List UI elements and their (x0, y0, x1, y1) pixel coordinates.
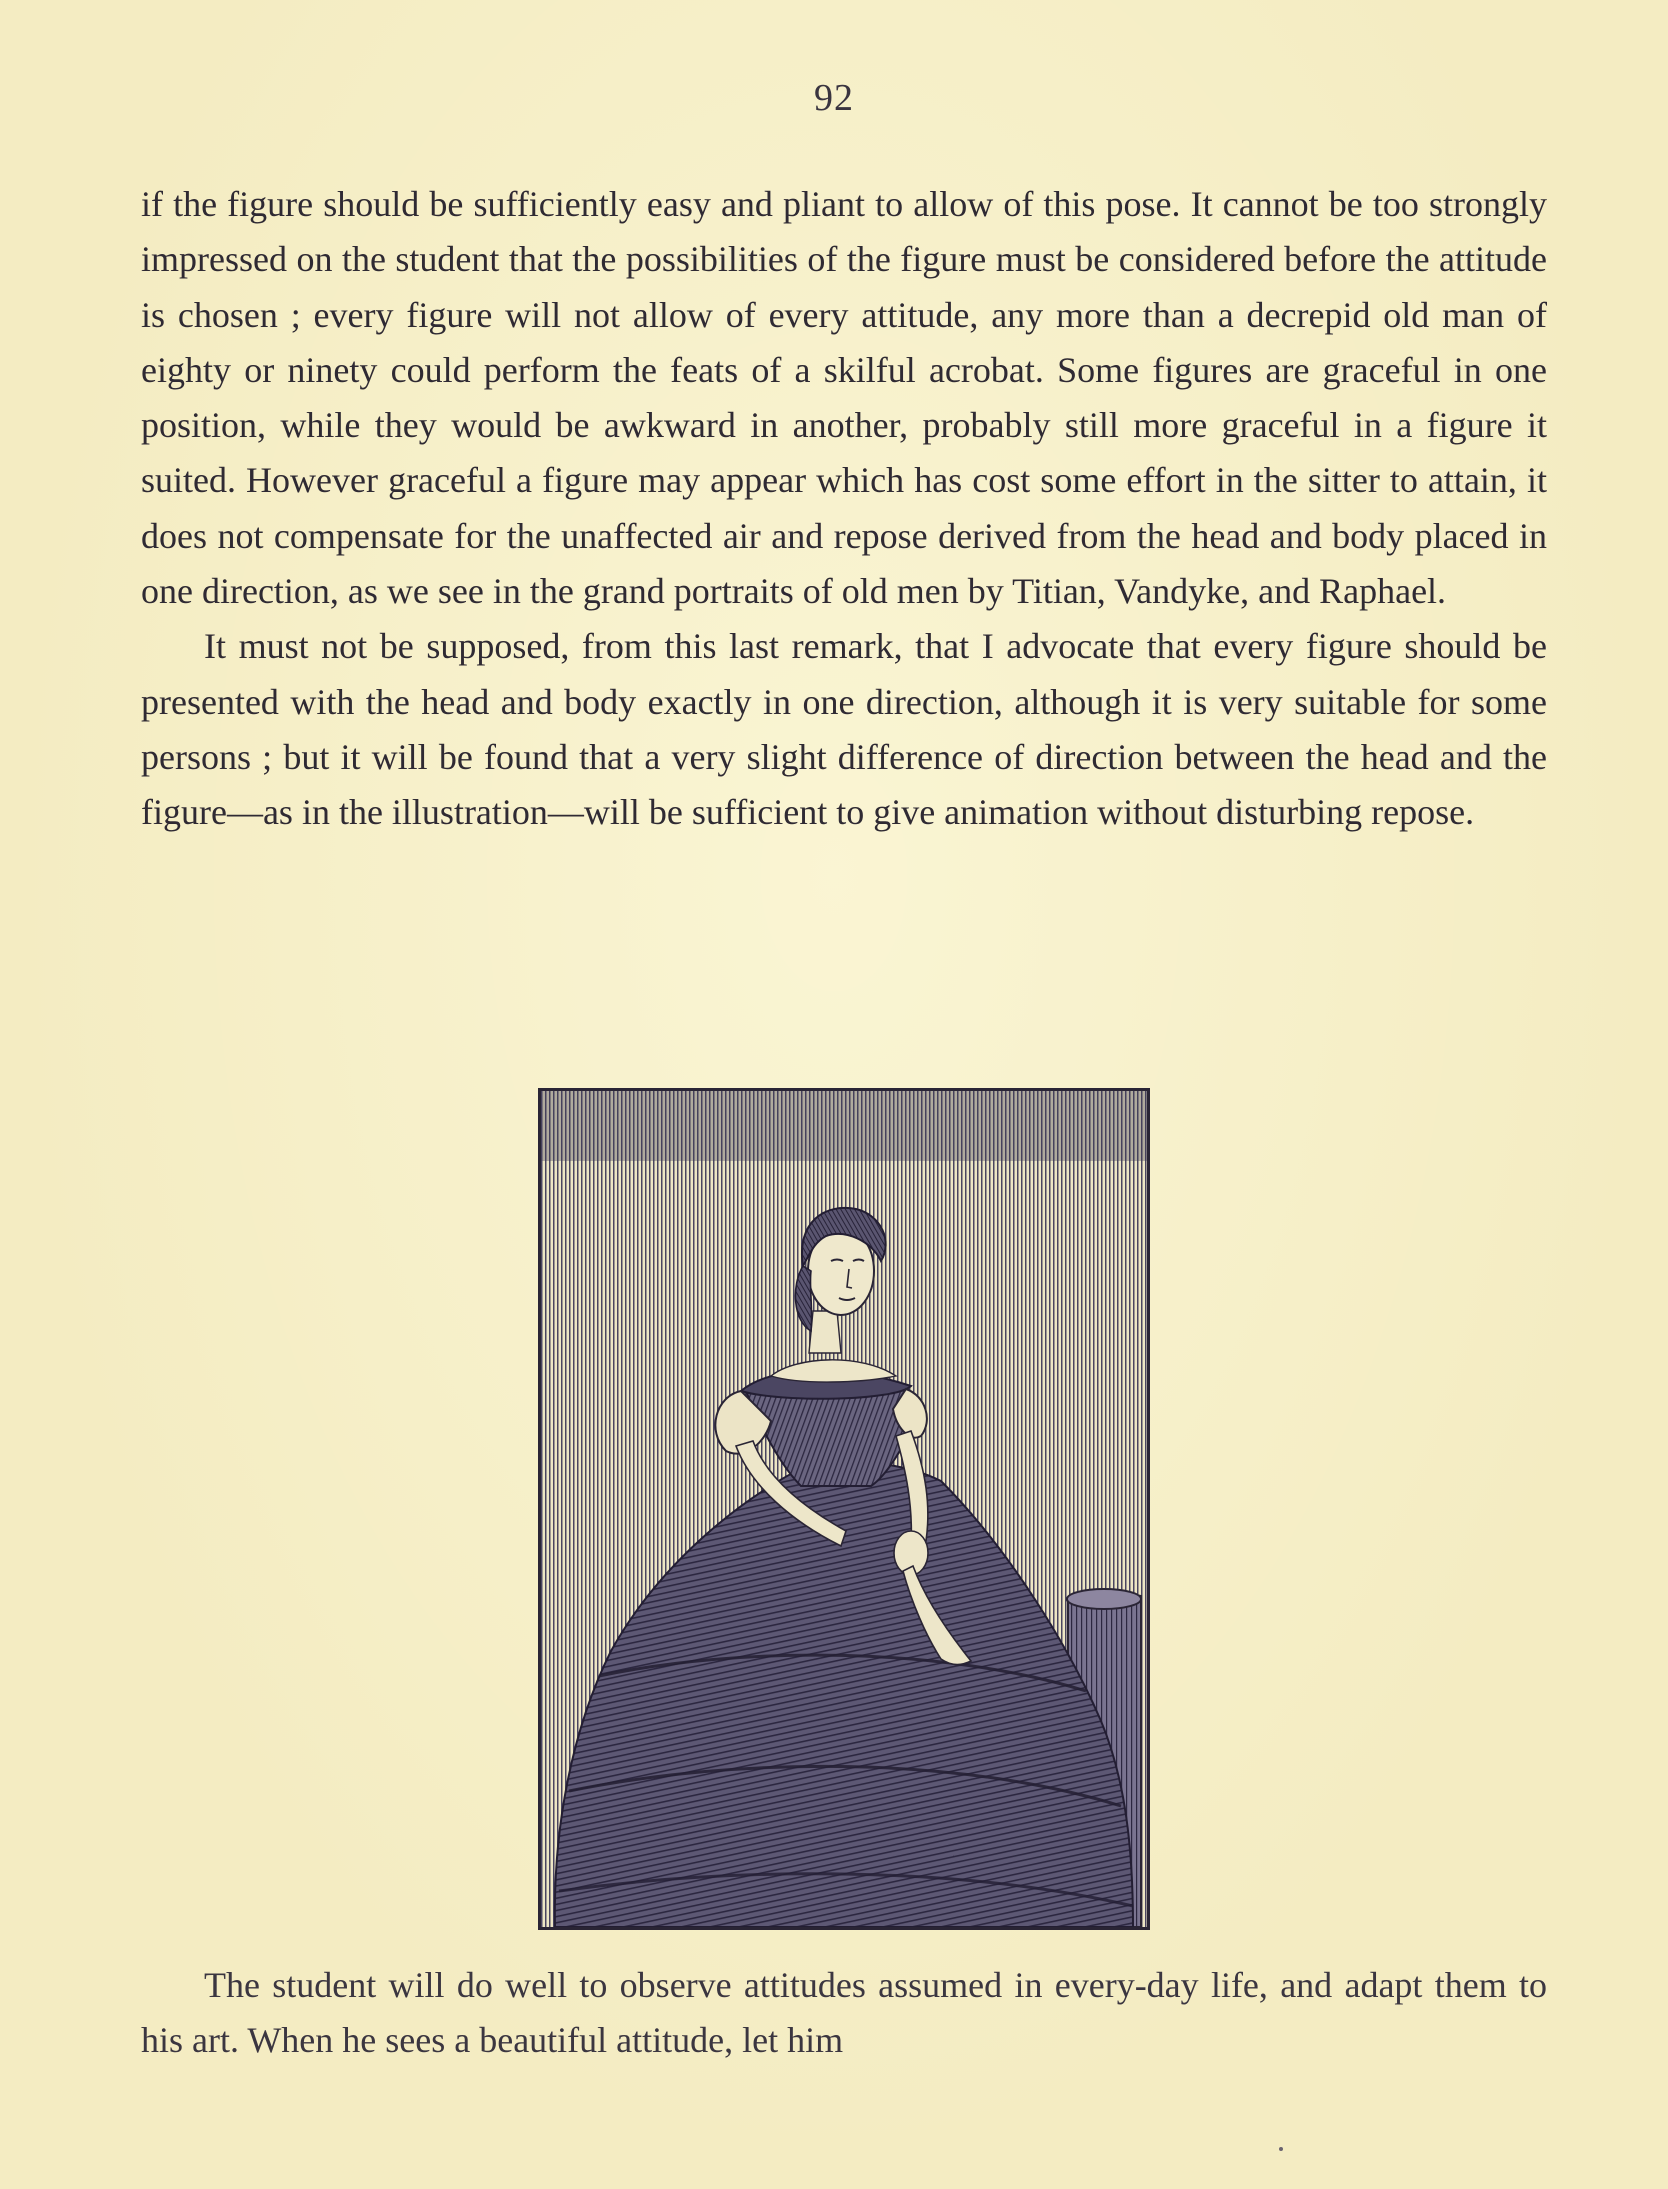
paper-speck (1279, 2147, 1283, 2151)
paragraph-continuation: if the figure should be sufficiently easy and pliant to allow of this pose. It cannot be too strongly impressed on the student that the possibilities of the figure must be considered before the attitude is chosen ; every figure will not allow of every attitude, any more than a decrepid old man of eighty or ninety could perform the feats of a skilful acrobat. Some figures are graceful in one position, while they would be awkward in another, probably still more graceful in a figure it suited. However graceful a figure may appear which has cost some effort in the sitter to attain, it does not compensate for the unaffected air and repose derived from the head and body placed in one direction, as we see in the grand portraits of old men by Titian, Vandyke, and Raphael. (141, 184, 1547, 612)
paragraph-direction: It must not be supposed, from this last remark, that I advocate that every figure should be presented with the head and body exactly in one direction, although it is very suitable for some persons ; but it will be found that a very slight difference of direction between the head and the figure—as in the illustration—will be sufficient to give animation without disturbing repose. (141, 626, 1547, 833)
paragraph-observation: The student will do well to observe attitudes assumed in every-day life, and adapt them to his art. When he sees a beautiful attitude, let him (141, 1965, 1547, 2061)
page-number: 92 (814, 77, 854, 119)
top-text-block (141, 177, 1547, 841)
engraving-frame (538, 1088, 1150, 1930)
woman-in-crinoline-engraving (541, 1091, 1147, 1927)
bottom-text-block (141, 1958, 1547, 2069)
illustration (538, 1088, 1150, 1930)
